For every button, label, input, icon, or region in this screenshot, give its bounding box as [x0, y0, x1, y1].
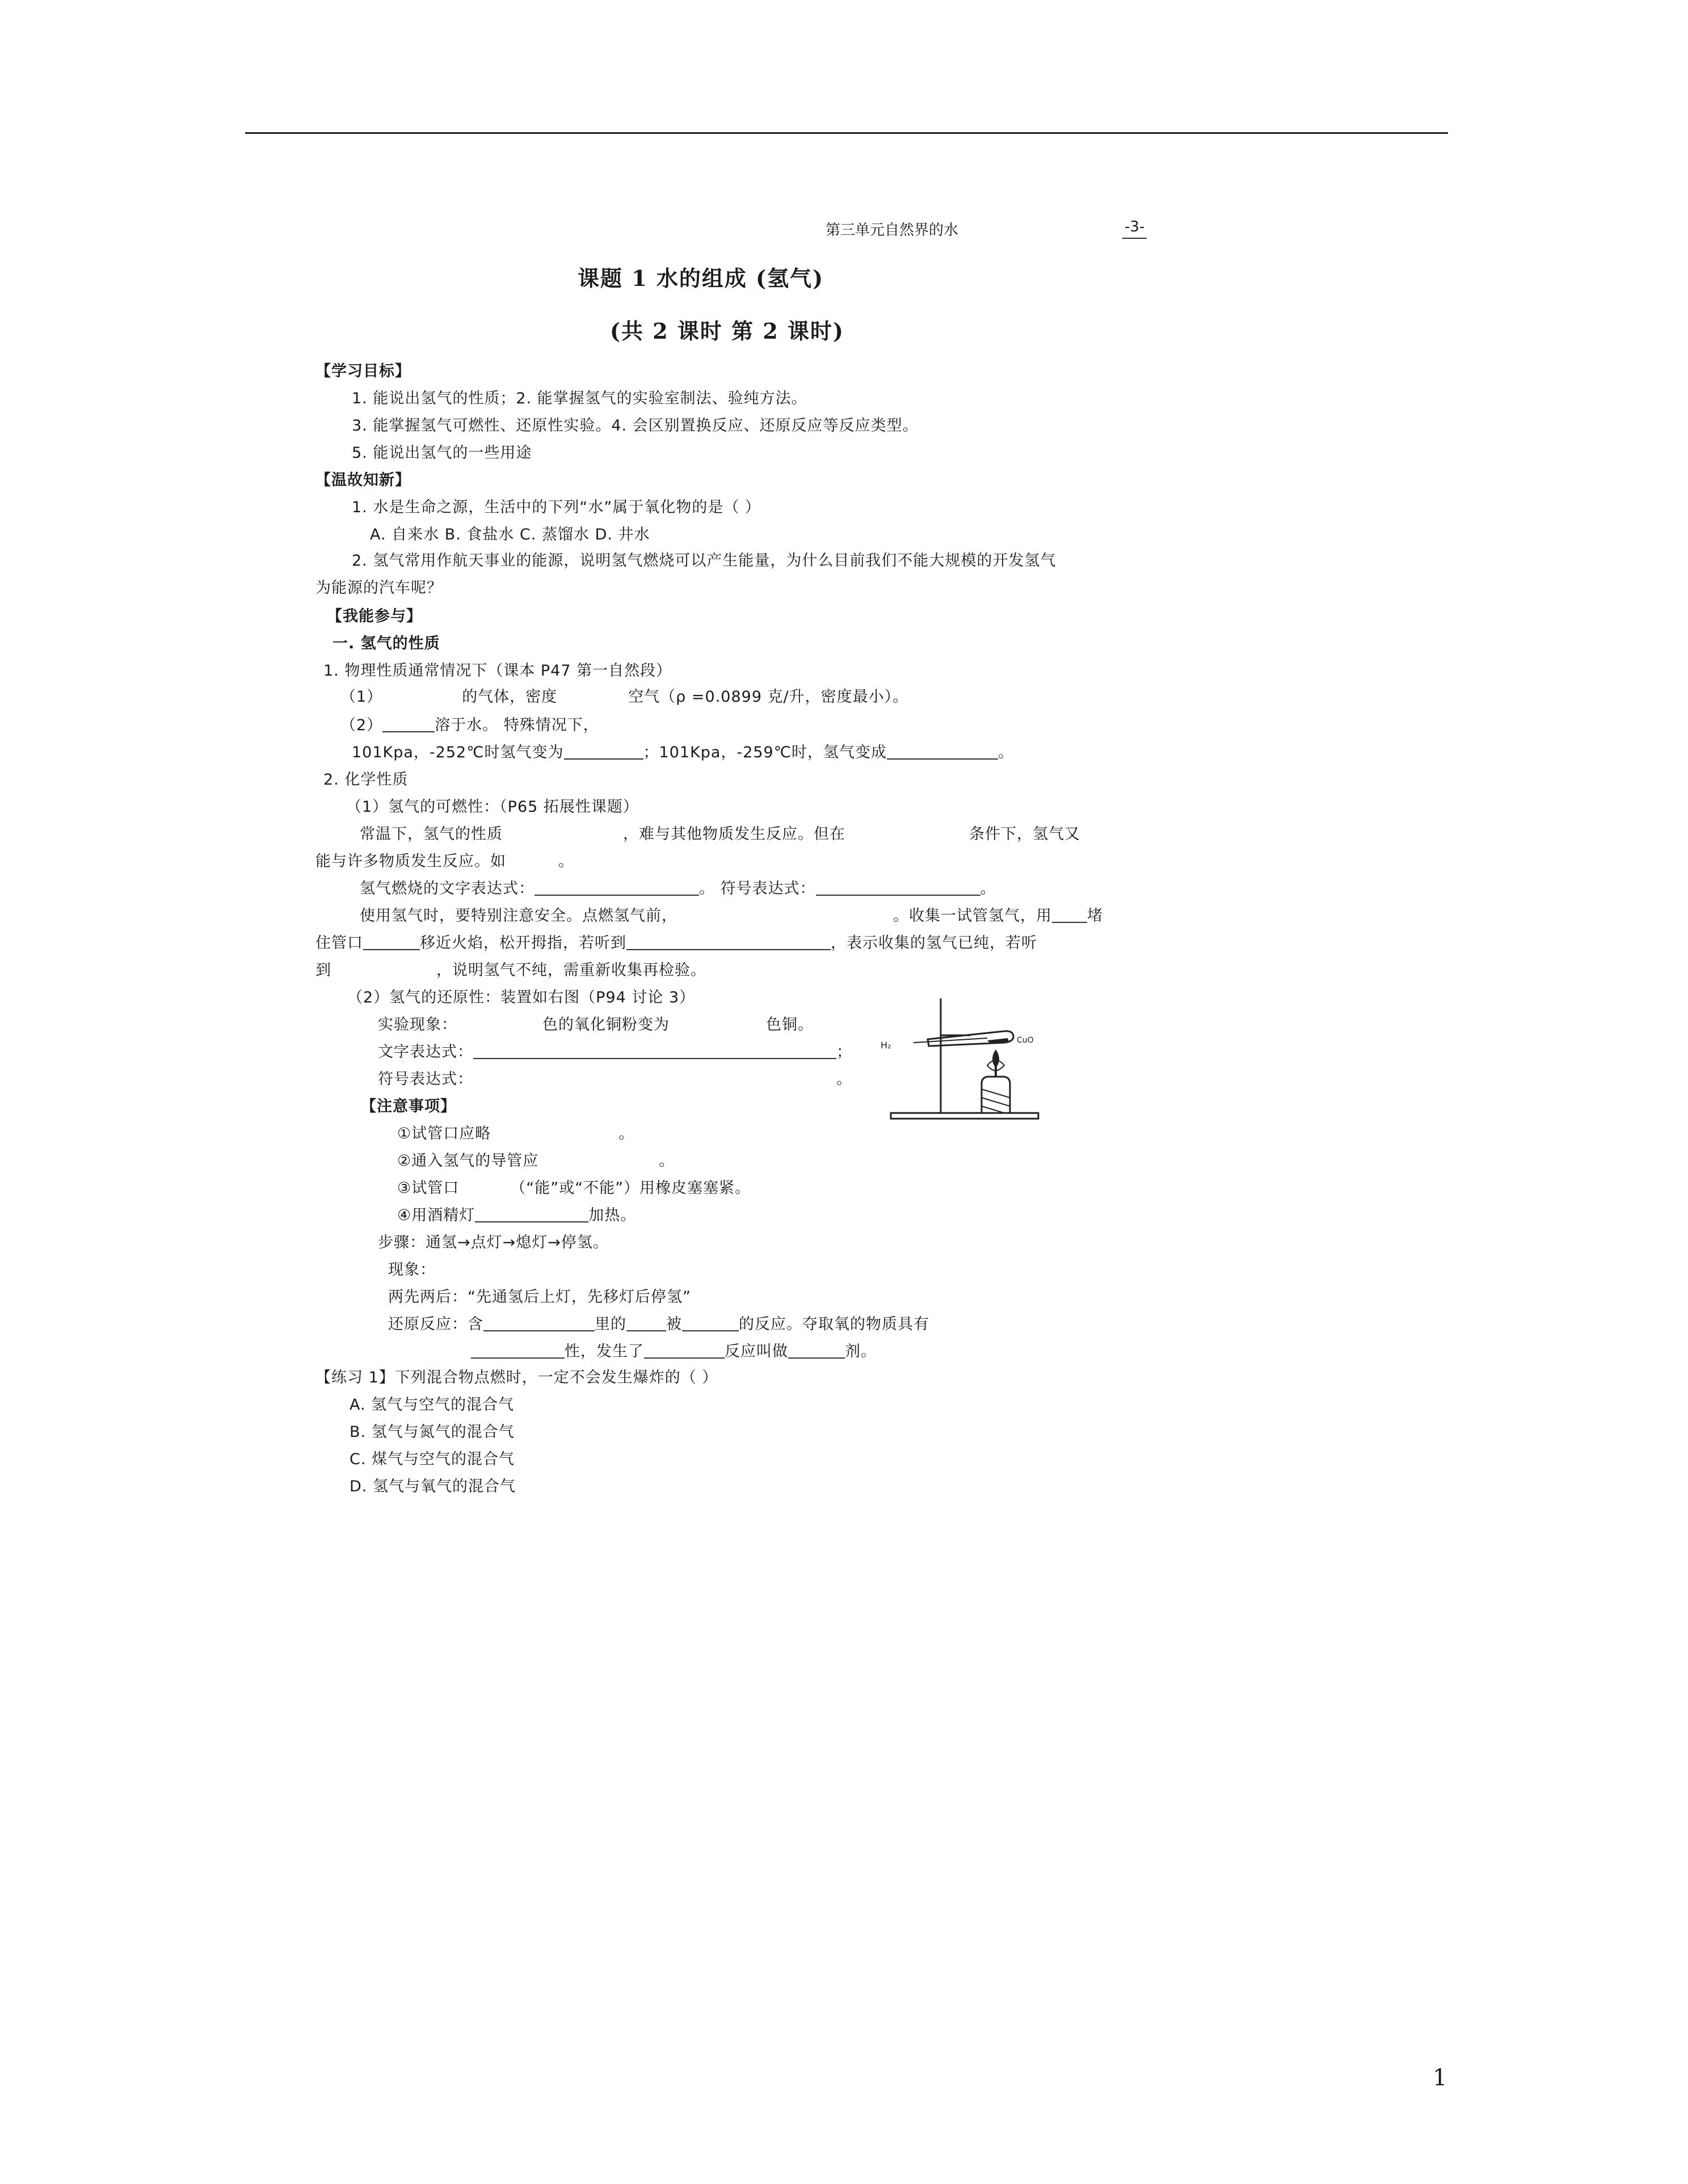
- goals-heading: 【学习目标】: [315, 362, 411, 380]
- reduction-symbol-equation: 符号表达式： 。: [378, 1070, 852, 1088]
- solid-label: CuO: [1017, 1036, 1034, 1045]
- rule-of-thumb: 两先两后：“先通氢后上灯，先移灯后停氢”: [388, 1288, 691, 1306]
- participate-heading: 【我能参与】: [327, 608, 422, 625]
- procedure-steps: 步骤：通氢→点灯→熄灯→停氢。: [378, 1234, 609, 1251]
- combustibility-title: （1）氢气的可燃性：（P65 拓展性课题）: [346, 798, 639, 816]
- reduction-observation: 实验现象： 色的氧化铜粉变为 色铜。: [378, 1016, 814, 1034]
- note-item: ①试管口应略 。: [397, 1125, 635, 1142]
- practice-option: A. 氢气与空气的混合气: [350, 1396, 515, 1414]
- note-item: ③试管口 （“能”或“不能”）用橡皮塞塞紧。: [397, 1179, 751, 1197]
- note-item: ②通入氢气的导管应 。: [397, 1152, 675, 1170]
- review-question-2: 2. 氢气常用作航天事业的能源，说明氢气燃烧可以产生能量，为什么目前我们不能大规模的开发氢气: [352, 552, 1056, 570]
- page-number: 1: [1433, 2065, 1447, 2091]
- reduction-word-equation: 文字表达式： ；: [378, 1043, 852, 1061]
- review-question-1-options: A. 自来水 B. 食盐水 C. 蒸馏水 D. 井水: [370, 526, 650, 543]
- lesson-title: 课题 1 水的组成 (氢气): [578, 265, 824, 291]
- physical-property-2: （2） 溶于水。 特殊情况下，: [340, 716, 599, 734]
- reduction-definition: 还原反应：含 里的 被 的反应。夺取氧的物质具有: [388, 1316, 929, 1333]
- goal-item: 5. 能说出氢气的一些用途: [352, 444, 532, 462]
- review-heading: 【温故知新】: [315, 471, 411, 489]
- safety-line-2: 住管口 移近火焰，松开拇指，若听到 ，表示收集的氢气已纯，若听: [315, 934, 1037, 952]
- combustibility-line-2: 能与许多物质发生反应。如 。: [315, 853, 574, 870]
- note-item: ④用酒精灯 加热。: [397, 1207, 637, 1224]
- review-question-1: 1. 水是生命之源，生活中的下列“水”属于氧化物的是（ ）: [352, 499, 761, 516]
- combustibility-line-1: 常温下，氢气的性质 ，难与其他物质发生反应。但在 条件下，氢气又: [360, 825, 1080, 843]
- safety-line-3: 到 ，说明氢气不纯，需重新收集再检验。: [315, 962, 706, 979]
- physical-property-3: 101Kpa，-252℃时氢气变为 ；101Kpa，-259℃时，氢气变成 。: [352, 744, 1015, 761]
- combustion-equation-line: 氢气燃烧的文字表达式： 。 符号表达式： 。: [360, 880, 996, 897]
- practice-option: D. 氢气与氧气的混合气: [350, 1478, 516, 1495]
- safety-line-1: 使用氢气时，要特别注意安全。点燃氢气前， 。收集一试管氢气，用 堵: [360, 907, 1103, 925]
- practice-option: B. 氢气与氮气的混合气: [350, 1423, 515, 1441]
- lesson-subtitle: (共 2 课时 第 2 课时): [610, 318, 844, 344]
- hydrogen-reduction-apparatus-figure: [874, 987, 1067, 1129]
- top-rule: [245, 132, 1448, 134]
- chemical-properties-title: 2. 化学性质: [323, 771, 409, 789]
- physical-property-1: （1） 的气体，密度 空气（ρ =0.0899 克/升，密度最小）。: [340, 688, 909, 706]
- unit-header: 第三单元自然界的水: [826, 222, 959, 239]
- notes-heading: 【注意事项】: [361, 1098, 456, 1115]
- gas-label: H₂: [881, 1040, 891, 1051]
- review-question-2-cont: 为能源的汽车呢？: [315, 579, 443, 597]
- phenomenon-label: 现象：: [388, 1261, 436, 1279]
- practice-option: C. 煤气与空气的混合气: [350, 1451, 515, 1468]
- section-title: 一. 氢气的性质: [332, 635, 440, 652]
- goal-item: 3. 能掌握氢气可燃性、还原性实验。4. 会区别置换反应、还原反应等反应类型。: [352, 417, 919, 435]
- physical-properties-title: 1. 物理性质通常情况下（课本 P47 第一自然段）: [323, 662, 672, 680]
- page-label: -3-: [1122, 218, 1147, 239]
- goal-item: 1. 能说出氢气的性质；2. 能掌握氢气的实验室制法、验纯方法。: [352, 390, 807, 407]
- practice-question: 【练习 1】下列混合物点燃时，一定不会发生爆炸的（ ）: [315, 1369, 718, 1386]
- reduction-definition-cont: 性，发生了 反应叫做 剂。: [482, 1339, 877, 1361]
- reducibility-title: （2）氢气的还原性：装置如右图（P94 讨论 3）: [347, 989, 696, 1006]
